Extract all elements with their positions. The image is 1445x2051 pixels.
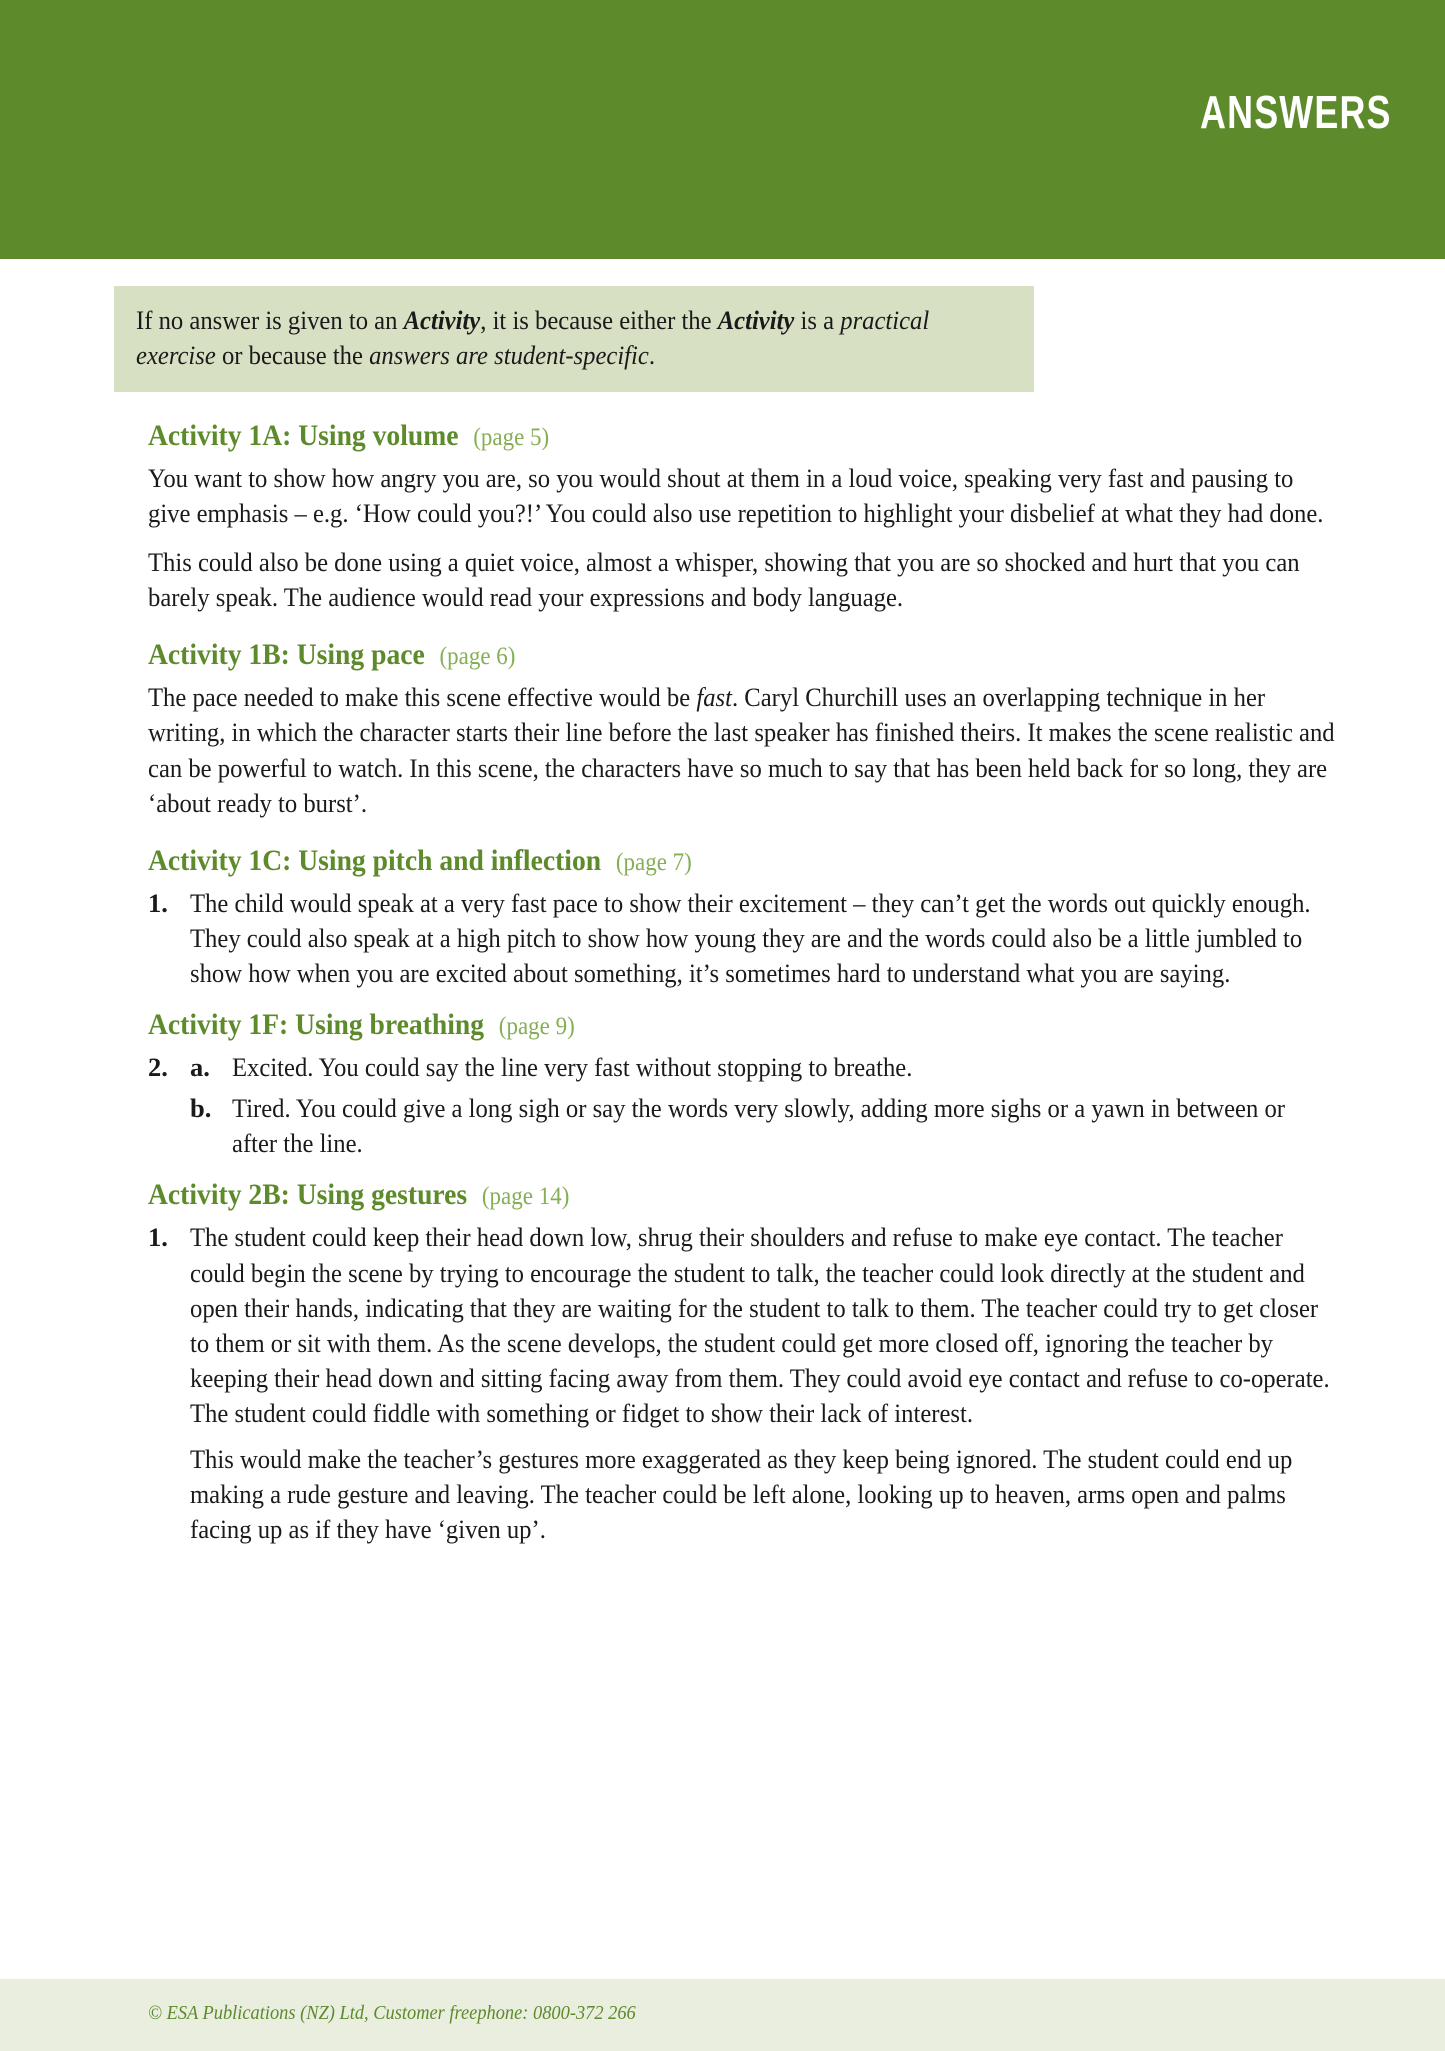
list-item-body-2b <box>190 1220 1335 1547</box>
list-item-number-1c: 1. <box>148 887 168 918</box>
header-banner <box>0 0 1445 259</box>
list-item-body-1f <box>190 1050 1335 1161</box>
heading-activity-2b-label: Activity 2B: Using gestures <box>148 1178 468 1212</box>
paragraph-1b-fast-emphasis: fast <box>696 682 732 713</box>
paragraph-1a-1: You want to show how angry you are, so you would shout at them in a loud voice, speaking very fast and pausing to give emphasis – e.g. ‘How could you?!’ You could also use repetition to highlight your disbelief at what they had done. <box>148 462 1324 529</box>
paragraph-1b-part-1: The pace needed to make this scene effective would be <box>148 682 697 713</box>
page-title: ANSWERS <box>1200 86 1392 138</box>
intro-practical-exercise-emphasis: practical exercise <box>136 305 930 370</box>
list-item <box>148 1050 1335 1161</box>
intro-callout-box <box>114 286 1034 392</box>
page-ref-activity-1c: (page 7) <box>615 848 692 876</box>
heading-activity-1b <box>148 637 1240 673</box>
intro-activity-emphasis-2: Activity <box>717 305 795 335</box>
intro-text-part-1: If no answer is given to an <box>136 305 404 335</box>
list-item-body-1f-a <box>232 1050 1335 1085</box>
paragraph-1a-2: This could also be done using a quiet voice, almost a whisper, showing that you are so shocked and hurt that you can barely speak. The audience would read your expressions and body language. <box>148 547 1300 613</box>
heading-activity-1a-label: Activity 1A: Using volume <box>148 418 459 452</box>
list-item-body-1c <box>190 886 1335 991</box>
footer-band <box>0 1979 1445 2051</box>
paragraph-2b-2: This would make the teacher’s gestures more exaggerated as they keep being ignored. The student could end up making a rude gesture and leaving. The teacher could be left alone, looking up to heaven, arms open and palms facing up as if they have ‘given up’. <box>190 1444 1293 1545</box>
intro-student-specific-emphasis: answers are student-specific <box>369 339 649 370</box>
list-item-number-2b: 1. <box>148 1222 168 1253</box>
list-item-body-1f-b <box>232 1091 1335 1161</box>
intro-text-part-3: is a <box>794 305 841 335</box>
paragraph-1c-1: The child would speak at a very fast pace to show their excitement – they can’t get the words out quickly enough. They could also speak at a high pitch to show how young they are and the words could also be a little jumbled to show how when you are excited about something, it’s sometimes hard to understand what you are saying. <box>190 887 1311 989</box>
paragraph-1f-a: Excited. You could say the line very fast without stopping to breathe. <box>232 1052 913 1083</box>
intro-callout-text <box>136 303 1012 373</box>
page-ref-activity-1b: (page 6) <box>439 643 516 671</box>
list-item <box>148 1220 1335 1547</box>
list-item-letter-1f-b: b. <box>190 1093 212 1124</box>
list-item-number-1f: 2. <box>148 1052 168 1083</box>
section-activity-2b <box>148 1177 1335 1547</box>
list-item <box>190 1050 1335 1085</box>
heading-activity-1c-label: Activity 1C: Using pitch and inflection <box>148 843 602 877</box>
page-ref-activity-2b: (page 14) <box>481 1183 570 1211</box>
section-activity-1a <box>148 418 1335 615</box>
heading-activity-1a <box>148 418 1240 454</box>
list-item-letter-1f-a: a. <box>190 1052 210 1083</box>
paragraph-2b-1: The student could keep their head down low, shrug their shoulders and refuse to make eye contact. The teacher could begin the scene by trying to encourage the student to talk, the teacher could look directly at the student and open their hands, indicating that they are waiting for the student to talk to them. The teacher could try to get closer to them or sit with them. As the scene develops, the student could get more closed off, ignoring the teacher by keeping their head down and sitting facing away from them. They could avoid eye contact and refuse to co-operate. The student could fiddle with something or fidget to show their lack of interest. <box>190 1222 1330 1429</box>
intro-text-part-4: or because the <box>215 339 370 370</box>
intro-text-part-5: . <box>648 339 655 370</box>
paragraph-1b-part-2: . Caryl Churchill uses an overlapping technique in her writing, in which the character starts their line before the last speaker has finished theirs. It makes the scene realistic and can be powerful to watch. In this scene, the characters have so much to say that has been held back for so long, they are ‘about ready to burst’. <box>148 682 1335 818</box>
intro-activity-emphasis-1: Activity <box>403 305 481 335</box>
paragraph-1b-1 <box>148 680 1335 820</box>
section-activity-1c <box>148 843 1335 991</box>
page-body <box>0 259 1445 1563</box>
footer-copyright-text: © ESA Publications (NZ) Ltd, Customer freephone: 0800-372 266 <box>148 2002 636 2024</box>
page-ref-activity-1f: (page 9) <box>498 1013 575 1041</box>
list-item <box>190 1091 1335 1161</box>
heading-activity-1b-label: Activity 1B: Using pace <box>148 638 425 672</box>
heading-activity-2b <box>148 1177 1240 1213</box>
heading-activity-1f-label: Activity 1F: Using breathing <box>148 1008 485 1042</box>
list-item <box>148 886 1335 991</box>
page-ref-activity-1a: (page 5) <box>473 423 550 451</box>
heading-activity-1f <box>148 1007 1240 1043</box>
section-activity-1f <box>148 1007 1335 1161</box>
section-activity-1b <box>148 637 1335 820</box>
heading-activity-1c <box>148 843 1240 879</box>
intro-text-part-2: , it is because either the <box>480 305 718 335</box>
paragraph-1f-b: Tired. You could give a long sigh or say the words very slowly, adding more sighs or a yawn in between or after the line. <box>232 1093 1285 1159</box>
content-column <box>0 259 1445 1547</box>
